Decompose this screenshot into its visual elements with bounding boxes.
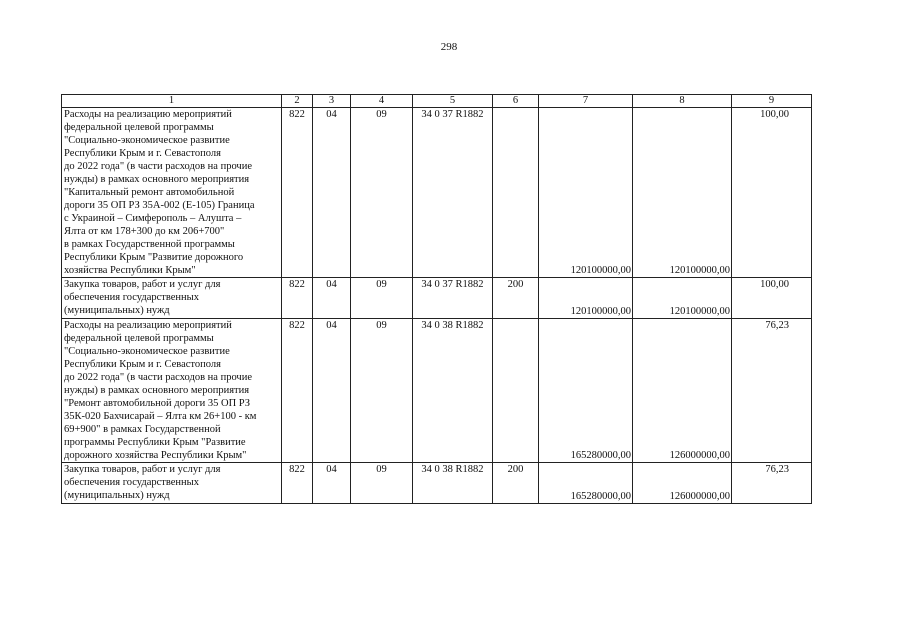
subsection-cell: 09 (351, 108, 413, 278)
amount-cell: 165280000,00 (539, 319, 633, 463)
amount-cell: 120100000,00 (633, 278, 732, 319)
percent-cell: 100,00 (732, 108, 812, 278)
subsection-cell: 09 (351, 278, 413, 319)
code-cell: 822 (282, 463, 313, 504)
percent-cell: 100,00 (732, 278, 812, 319)
expense-type-cell: 200 (493, 463, 539, 504)
amount-cell: 120100000,00 (633, 108, 732, 278)
header-cell: 6 (493, 95, 539, 108)
target-article-cell: 34 0 37 R1882 (413, 108, 493, 278)
table-header-row (62, 95, 812, 108)
table-row (62, 278, 812, 319)
expense-type-cell (493, 319, 539, 463)
amount-cell: 126000000,00 (633, 319, 732, 463)
percent-cell: 76,23 (732, 319, 812, 463)
section-cell: 04 (313, 463, 351, 504)
expense-type-cell (493, 108, 539, 278)
subsection-cell: 09 (351, 319, 413, 463)
section-cell: 04 (313, 319, 351, 463)
description-cell: Расходы на реализацию мероприятий федеральной целевой программы "Социально-экономическое развитие Республики Крым и г. Севастополя до 2022 года" (в части расходов на прочие нужды) в рамках основного мероприятия "Капитальный ремонт автомобильной дороги 35 ОП РЗ 35А-002 (Е-105) Граница с Украиной – Симферополь – Алушта – Ялта от км 178+300 до км 206+700" в рамках Государственной программы Республики Крым "Развитие дорожного хозяйства Республики Крым" (62, 108, 282, 278)
section-cell: 04 (313, 108, 351, 278)
header-cell: 1 (62, 95, 282, 108)
code-cell: 822 (282, 278, 313, 319)
amount-cell: 165280000,00 (539, 463, 633, 504)
code-cell: 822 (282, 319, 313, 463)
header-cell: 3 (313, 95, 351, 108)
budget-table (61, 94, 812, 504)
amount-cell: 120100000,00 (539, 108, 633, 278)
amount-cell: 126000000,00 (633, 463, 732, 504)
section-cell: 04 (313, 278, 351, 319)
header-cell: 5 (413, 95, 493, 108)
amount-cell: 120100000,00 (539, 278, 633, 319)
expense-type-cell: 200 (493, 278, 539, 319)
target-article-cell: 34 0 38 R1882 (413, 463, 493, 504)
target-article-cell: 34 0 37 R1882 (413, 278, 493, 319)
code-cell: 822 (282, 108, 313, 278)
page-number: 298 (440, 41, 458, 53)
subsection-cell: 09 (351, 463, 413, 504)
description-cell: Закупка товаров, работ и услуг для обеспечения государственных (муниципальных) нужд (62, 278, 282, 319)
header-cell: 4 (351, 95, 413, 108)
percent-cell: 76,23 (732, 463, 812, 504)
table-row (62, 108, 812, 278)
target-article-cell: 34 0 38 R1882 (413, 319, 493, 463)
header-cell: 9 (732, 95, 812, 108)
table-row (62, 319, 812, 463)
header-cell: 7 (539, 95, 633, 108)
table-row (62, 463, 812, 504)
description-cell: Закупка товаров, работ и услуг для обеспечения государственных (муниципальных) нужд (62, 463, 282, 504)
description-cell: Расходы на реализацию мероприятий федеральной целевой программы "Социально-экономическое развитие Республики Крым и г. Севастополя до 2022 года" (в части расходов на прочие нужды) в рамках основного мероприятия "Ремонт автомобильной дороги 35 ОП РЗ 35К-020 Бахчисарай – Ялта км 26+100 - км 69+900" в рамках Государственной программы Республики Крым "Развитие дорожного хозяйства Республики Крым" (62, 319, 282, 463)
header-cell: 8 (633, 95, 732, 108)
header-cell: 2 (282, 95, 313, 108)
